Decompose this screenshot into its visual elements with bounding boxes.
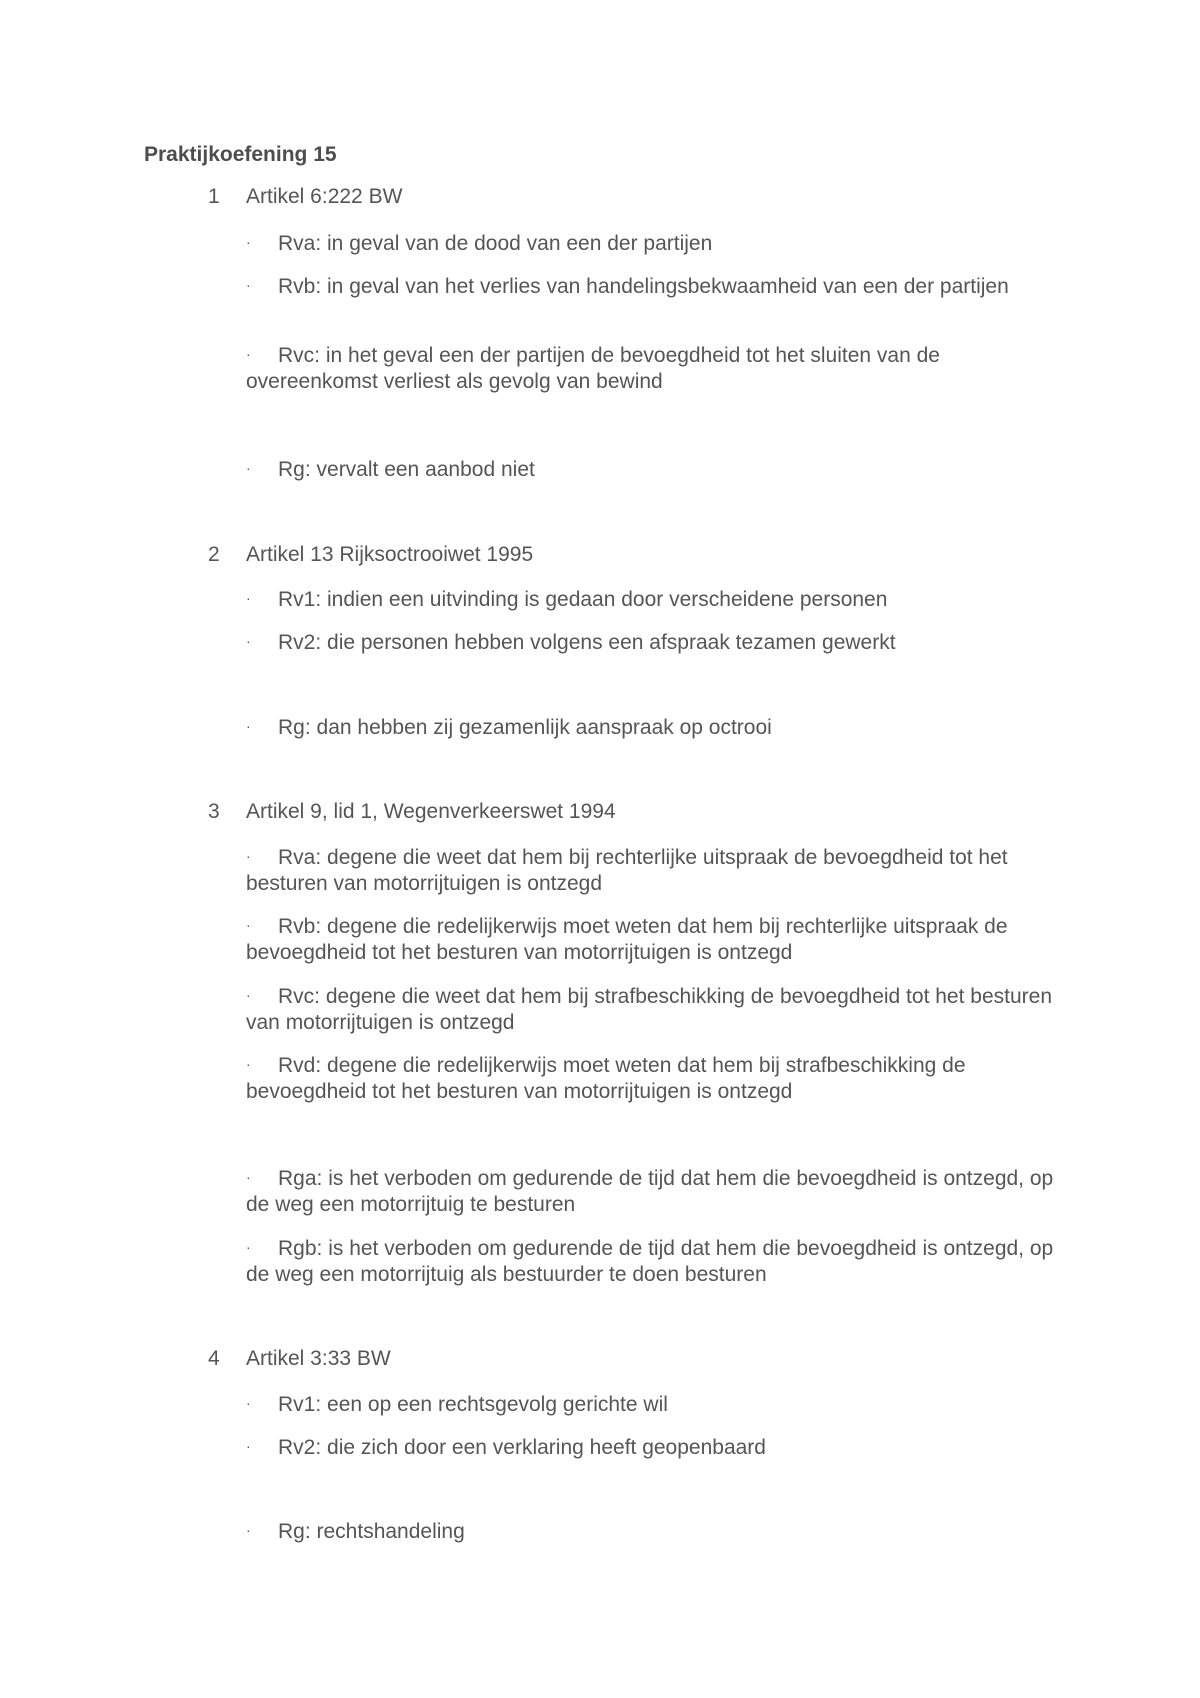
bullet-marker: · [246, 1239, 251, 1255]
bullet-marker: · [246, 590, 251, 606]
bullet-marker: · [246, 1395, 251, 1411]
list-item: · Rvb: in geval van het verlies van handelingsbekwaamheid van een der partijen [246, 272, 1076, 300]
list-item: · Rg: rechtshandeling [246, 1517, 1076, 1545]
list-item: · Rva: degene die weet dat hem bij rechterlijke uitspraak de bevoegdheid tot het besturen van motorrijtuigen is ontzegd [246, 843, 1076, 897]
list-item: · Rv2: die zich door een verklaring heeft geopenbaard [246, 1433, 1076, 1461]
list-item: · Rvd: degene die redelijkerwijs moet weten dat hem bij strafbeschikking de bevoegdheid tot het besturen van motorrijtuigen is ontzegd [246, 1051, 1076, 1105]
section-heading-text: Artikel 3:33 BW [246, 1347, 391, 1370]
section-heading-text: Artikel 9, lid 1, Wegenverkeerswet 1994 [246, 800, 616, 823]
list-item: · Rva: in geval van de dood van een der partijen [246, 229, 1076, 257]
bullet-marker: · [246, 1438, 251, 1454]
list-item: · Rga: is het verboden om gedurende de tijd dat hem die bevoegdheid is ontzegd, op de weg een motorrijtuig te besturen [246, 1164, 1076, 1218]
bullet-marker: · [246, 633, 251, 649]
bullet-marker: · [246, 460, 251, 476]
section-number: 4 [208, 1347, 220, 1370]
section-heading-text: Artikel 6:222 BW [246, 185, 403, 208]
section-heading [208, 1347, 391, 1371]
list-item: · Rv1: indien een uitvinding is gedaan door verscheidene personen [246, 585, 1076, 613]
list-item: · Rv2: die personen hebben volgens een afspraak tezamen gewerkt [246, 628, 1076, 656]
section-heading [208, 185, 402, 209]
bullet-marker: · [246, 277, 251, 293]
section-heading-text: Artikel 13 Rijksoctrooiwet 1995 [246, 543, 534, 566]
section-heading [208, 800, 616, 824]
section-number: 2 [208, 543, 220, 566]
bullet-marker: · [246, 848, 251, 864]
list-item: · Rg: vervalt een aanbod niet [246, 455, 1076, 483]
bullet-marker: · [246, 1169, 251, 1185]
list-item: · Rgb: is het verboden om gedurende de tijd dat hem die bevoegdheid is ontzegd, op de weg een motorrijtuig als bestuurder te doen besturen [246, 1234, 1076, 1288]
bullet-marker: · [246, 1056, 251, 1072]
bullet-marker: · [246, 718, 251, 734]
bullet-marker: · [246, 917, 251, 933]
bullet-marker: · [246, 346, 251, 362]
section-number: 1 [208, 185, 220, 208]
list-item: · Rvc: degene die weet dat hem bij strafbeschikking de bevoegdheid tot het besturen van motorrijtuigen is ontzegd [246, 982, 1076, 1036]
list-item: · Rvc: in het geval een der partijen de bevoegdheid tot het sluiten van de overeenkomst verliest als gevolg van bewind [246, 341, 1076, 395]
list-item: · Rv1: een op een rechtsgevolg gerichte wil [246, 1390, 1076, 1418]
bullet-marker: · [246, 1522, 251, 1538]
section-heading [208, 543, 533, 567]
section-number: 3 [208, 800, 220, 823]
bullet-marker: · [246, 987, 251, 1003]
list-item: · Rvb: degene die redelijkerwijs moet weten dat hem bij rechterlijke uitspraak de bevoegdheid tot het besturen van motorrijtuigen is ontzegd [246, 912, 1076, 966]
bullet-marker: · [246, 234, 251, 250]
page-title: Praktijkoefening 15 [144, 143, 337, 166]
list-item: · Rg: dan hebben zij gezamenlijk aanspraak op octrooi [246, 713, 1076, 741]
